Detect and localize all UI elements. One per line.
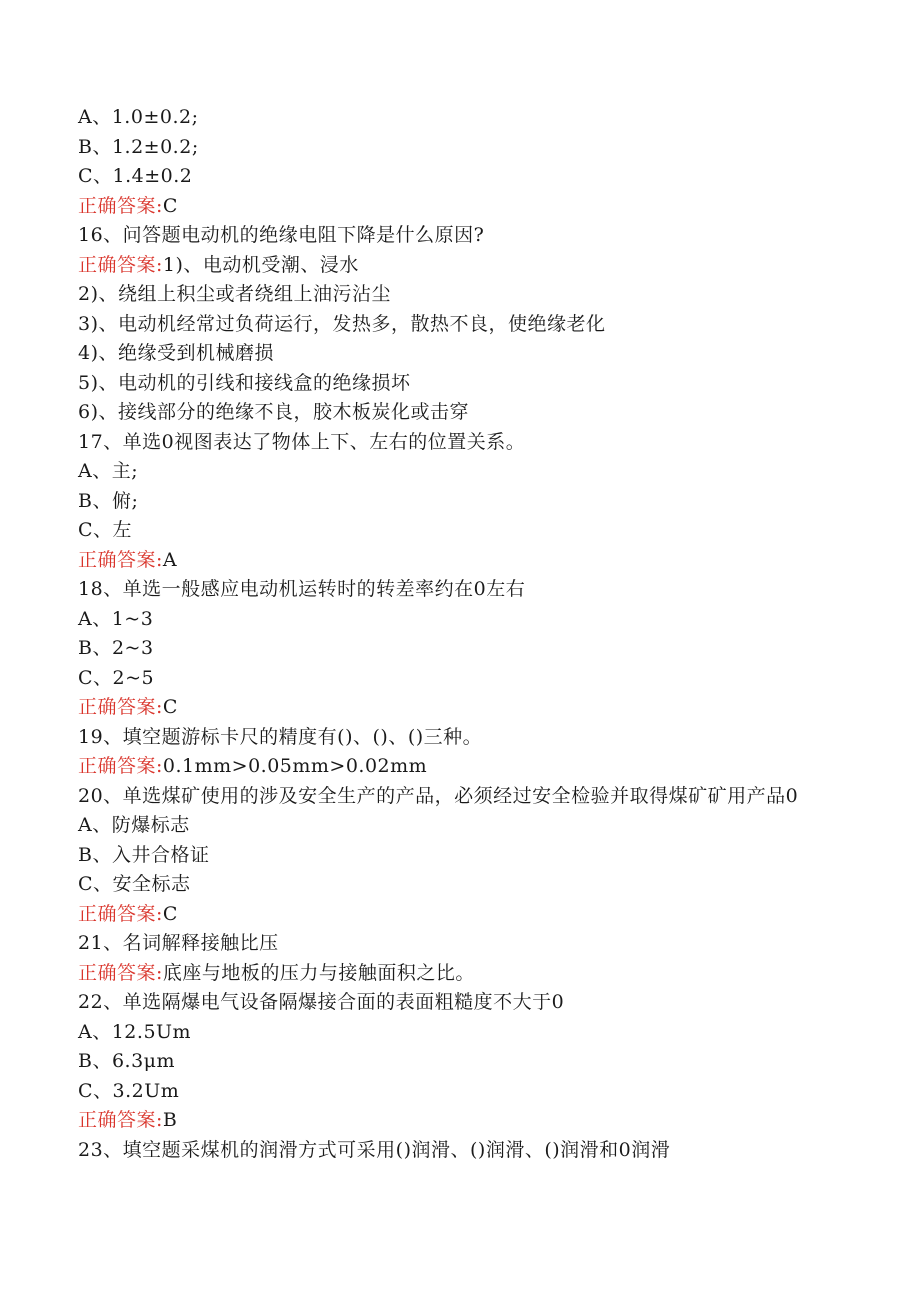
answer-text: C — [162, 696, 178, 718]
text-line: 3)、电动机经常过负荷运行，发热多，散热不良，使绝缘老化 — [78, 312, 606, 335]
answer-label: 正确答案: — [78, 1109, 163, 1131]
text-line: A、防爆标志 — [78, 814, 190, 836]
text-line: 4)、绝缘受到机械磨损 — [78, 342, 275, 364]
text-line: B、2~3 — [78, 637, 154, 659]
text-line: A、主; — [78, 460, 139, 482]
text-line: 6)、接线部分的绝缘不良，胶木板炭化或击穿 — [78, 401, 470, 423]
answer-label: 正确答案: — [78, 548, 163, 571]
answer-text: C — [162, 902, 178, 925]
answer-text: A — [162, 548, 178, 571]
text-line: C、3.2Um — [78, 1079, 180, 1102]
answer-label: 正确答案: — [78, 755, 163, 777]
text-line: B、6.3μm — [78, 1050, 176, 1072]
answer-text: B — [162, 1109, 178, 1131]
text-line: 23、填空题采煤机的润滑方式可采用()润滑、()润滑、()润滑和0润滑 — [78, 1138, 671, 1161]
answer-line — [78, 752, 838, 782]
text-line: 16、问答题电动机的绝缘电阻下降是什么原因? — [78, 224, 485, 246]
text-line: C、安全标志 — [78, 873, 191, 895]
text-line: B、1.2±0.2; — [78, 135, 199, 158]
text-line: 21、名词解释接触比压 — [78, 932, 279, 954]
text-line: B、入井合格证 — [78, 843, 210, 866]
answer-text: 1)、电动机受潮、浸水 — [162, 253, 359, 276]
answer-label: 正确答案: — [78, 961, 163, 984]
answer-label: 正确答案: — [78, 696, 163, 718]
answer-line — [78, 546, 838, 576]
text-line: 19、填空题游标卡尺的精度有()、()、()三种。 — [78, 725, 483, 748]
text-line: C、1.4±0.2 — [78, 165, 193, 187]
answer-line — [78, 959, 838, 989]
answer-label: 正确答案: — [78, 194, 163, 217]
question-list — [78, 103, 838, 1165]
text-line: 2)、绕组上积尘或者绕组上油污沾尘 — [78, 283, 392, 305]
answer-line — [78, 900, 838, 930]
text-line: A、12.5Um — [78, 1020, 192, 1043]
text-line: B、俯; — [78, 489, 139, 512]
text-line: 17、单选0视图表达了物体上下、左右的位置关系。 — [78, 430, 526, 453]
answer-label: 正确答案: — [78, 902, 163, 925]
text-line: A、1~3 — [78, 607, 154, 630]
answer-line — [78, 192, 838, 222]
text-line: 22、单选隔爆电气设备隔爆接合面的表面粗糙度不大于0 — [78, 991, 565, 1013]
answer-line — [78, 693, 838, 723]
answer-line — [78, 1106, 838, 1136]
text-line: 20、单选煤矿使用的涉及安全生产的产品，必须经过安全检验并取得煤矿矿用产品0 — [78, 784, 799, 807]
answer-text: 0.1mm>0.05mm>0.02mm — [162, 755, 428, 777]
text-line: C、2~5 — [78, 666, 155, 689]
answer-line — [78, 251, 838, 281]
text-line: 5)、电动机的引线和接线盒的绝缘损坏 — [78, 371, 411, 394]
text-line: 18、单选一般感应电动机运转时的转差率约在0左右 — [78, 578, 526, 600]
answer-text: C — [162, 194, 178, 217]
text-line: C、左 — [78, 519, 133, 541]
text-line: A、1.0±0.2; — [78, 106, 199, 128]
answer-text: 底座与地板的压力与接触面积之比。 — [162, 961, 475, 984]
answer-label: 正确答案: — [78, 253, 163, 276]
